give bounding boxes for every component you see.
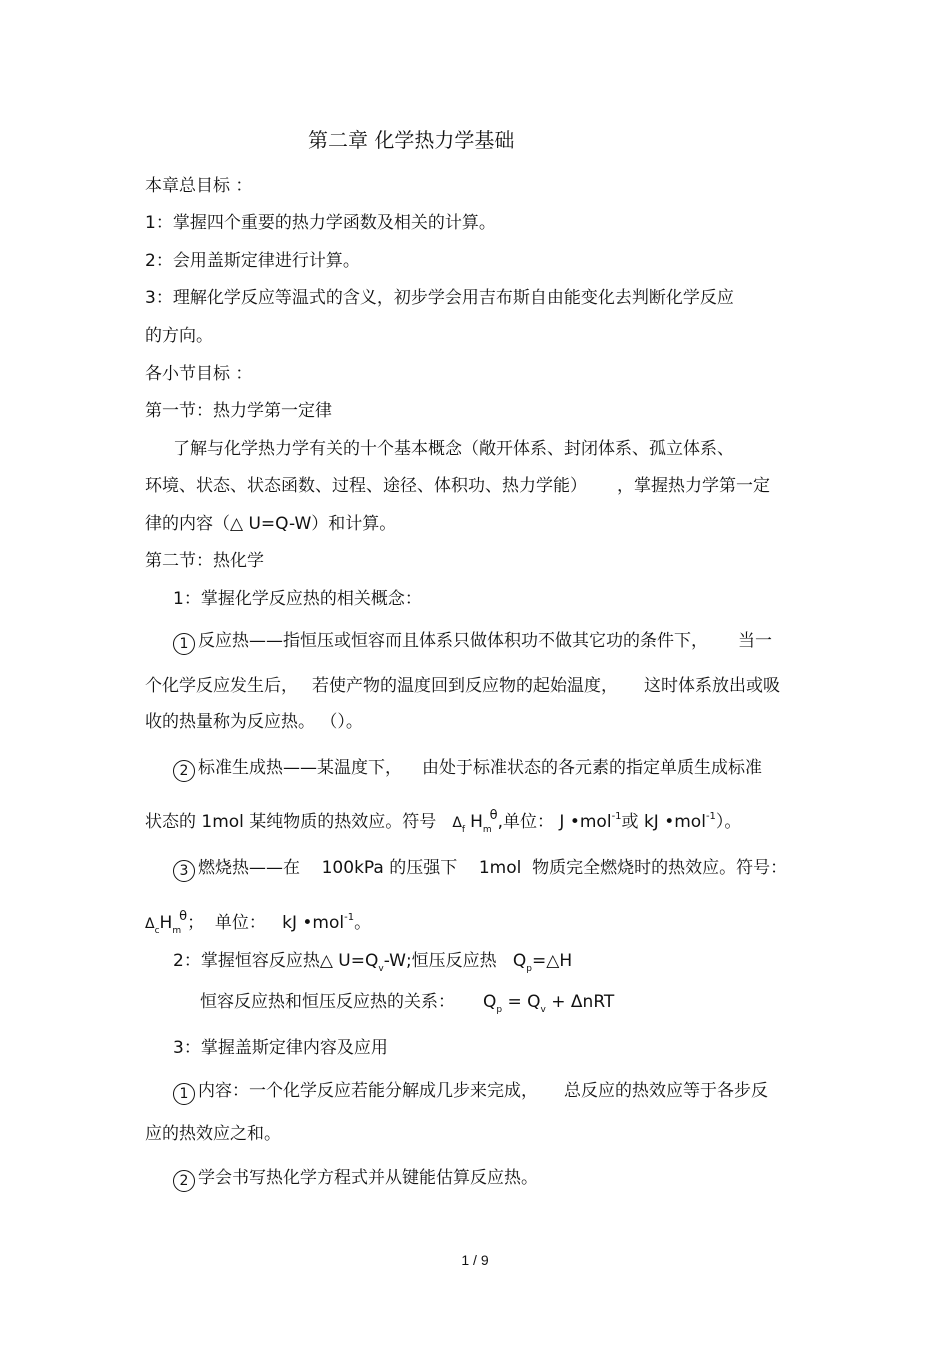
- text-span: ，掌握热力学第一定: [617, 476, 770, 496]
- combustion-heat-line-2: [145, 905, 371, 943]
- item-3: 3：掌握盖斯定律内容及应用: [173, 1038, 388, 1058]
- symbol-theta: θ: [489, 808, 498, 823]
- circled-number: 3: [173, 860, 195, 882]
- text-span: 或 kJ: [621, 812, 659, 832]
- circled-number: 2: [173, 1170, 195, 1192]
- symbol-theta: θ: [179, 909, 188, 924]
- text-span: 这时体系放出或吸: [644, 676, 780, 696]
- text-span: 学会书写热化学方程式并从键能估算反应热。: [198, 1168, 538, 1188]
- symbol-delta: Δ: [452, 815, 462, 831]
- section-goals-heading: 各小节目标 ：: [145, 364, 253, 384]
- goal-3: 3：理解化学反应等温式的含义，初步学会用吉布斯自由能变化去判断化学反应: [145, 288, 734, 308]
- text-span: 个化学反应发生后，: [145, 676, 298, 696]
- subscript: v: [540, 1005, 546, 1015]
- text-span: 。: [354, 913, 372, 933]
- symbol-h: H: [470, 812, 483, 832]
- goal-1: 1：掌握四个重要的热力学函数及相关的计算。: [145, 213, 496, 233]
- text-span: mol: [312, 913, 345, 933]
- text-span: mol: [579, 812, 612, 832]
- subscript: v: [378, 964, 384, 974]
- text-span: 标准生成热——某温度下，: [198, 758, 402, 778]
- relation-line: [200, 990, 614, 1022]
- reaction-heat-line-3: 收的热量称为反应热。 （）。: [145, 712, 363, 732]
- goals-heading: 本章总目标 ：: [145, 176, 253, 196]
- reaction-heat-line-1: [173, 629, 772, 655]
- text-span: =△H: [532, 951, 573, 971]
- section-1-para-line-2: [145, 474, 770, 498]
- section-1-para-line-3: 律的内容（△ U=Q-W）和计算。: [145, 514, 397, 534]
- symbol-subscript: c: [154, 926, 160, 936]
- text-span: •: [664, 812, 675, 832]
- item-1: 1：掌握化学反应热的相关概念：: [173, 589, 422, 609]
- text-span: 2：掌握恒容反应热△ U=Q: [173, 951, 379, 971]
- item-2: [173, 949, 572, 981]
- text-span: ）。: [715, 812, 742, 832]
- text-span: •: [569, 812, 580, 832]
- section-1-para-line-1: 了解与化学热力学有关的十个基本概念（敞开体系、封闭体系、孤立体系、: [173, 439, 734, 459]
- circled-number: 1: [173, 1083, 195, 1105]
- combustion-heat-line-1: [173, 856, 787, 882]
- symbol-subscript: m: [482, 825, 492, 835]
- goal-2: 2：会用盖斯定律进行计算。: [145, 251, 360, 271]
- symbol-subscript: f: [461, 825, 466, 835]
- chapter-title: 第二章 化学热力学基础: [308, 128, 515, 152]
- circled-number: 1: [173, 633, 195, 655]
- page-number: 1 / 9: [461, 1252, 489, 1268]
- hess-law-item-2: [173, 1166, 538, 1192]
- circled-number: 2: [173, 760, 195, 782]
- text-span: -W;恒压反应热 Q: [383, 951, 527, 971]
- formula-eq: = Q: [502, 992, 541, 1012]
- text-span: 状态的 1mol 某纯物质的热效应。符号: [145, 812, 437, 832]
- exponent: -1: [344, 912, 355, 923]
- subscript: p: [526, 964, 532, 974]
- text-span: 当一: [738, 631, 772, 651]
- symbol-h: H: [159, 913, 173, 933]
- text-span: ； 单位： kJ: [187, 913, 297, 933]
- exponent: -1: [611, 811, 622, 822]
- reaction-heat-line-2: [145, 674, 780, 698]
- text-span: 总反应的热效应等于各步反: [564, 1081, 768, 1101]
- text-span: ,单位： J: [497, 812, 565, 832]
- text-span: 反应热——指恒压或恒容而且体系只做体积功不做其它功的条件下，: [198, 631, 708, 651]
- text-span: 恒容反应热和恒压反应热的关系：: [200, 992, 455, 1012]
- subscript: p: [496, 1005, 503, 1015]
- section-2-heading: 第二节：热化学: [145, 551, 264, 571]
- text-span: •: [302, 913, 313, 933]
- formation-heat-line-1: [173, 756, 762, 782]
- symbol-delta: Δ: [145, 916, 155, 932]
- text-span: 由处于标准状态的各元素的指定单质生成标准: [422, 758, 762, 778]
- text-span: 若使产物的温度回到反应物的起始温度，: [312, 676, 618, 696]
- hess-law-line-1: [173, 1079, 768, 1105]
- text-span: 内容：一个化学反应若能分解成几步来完成，: [198, 1081, 538, 1101]
- text-span: 环境、状态、状态函数、过程、途径、体积功、热力学能）: [145, 476, 587, 496]
- formula-rest: + ΔnRT: [545, 992, 615, 1012]
- text-span: 燃烧热——在 100kPa 的压强下 1mol 物质完全燃烧时的热效应。符号：: [198, 858, 788, 878]
- hess-law-line-2: 应的热效应之和。: [145, 1124, 281, 1144]
- exponent: -1: [705, 811, 716, 822]
- symbol-subscript: m: [172, 926, 182, 936]
- goal-3-cont: 的方向。: [145, 326, 213, 346]
- section-1-heading: 第一节：热力学第一定律: [145, 401, 332, 421]
- formula-q: Q: [483, 992, 497, 1012]
- text-span: mol: [674, 812, 706, 832]
- formation-heat-line-2: [145, 804, 741, 842]
